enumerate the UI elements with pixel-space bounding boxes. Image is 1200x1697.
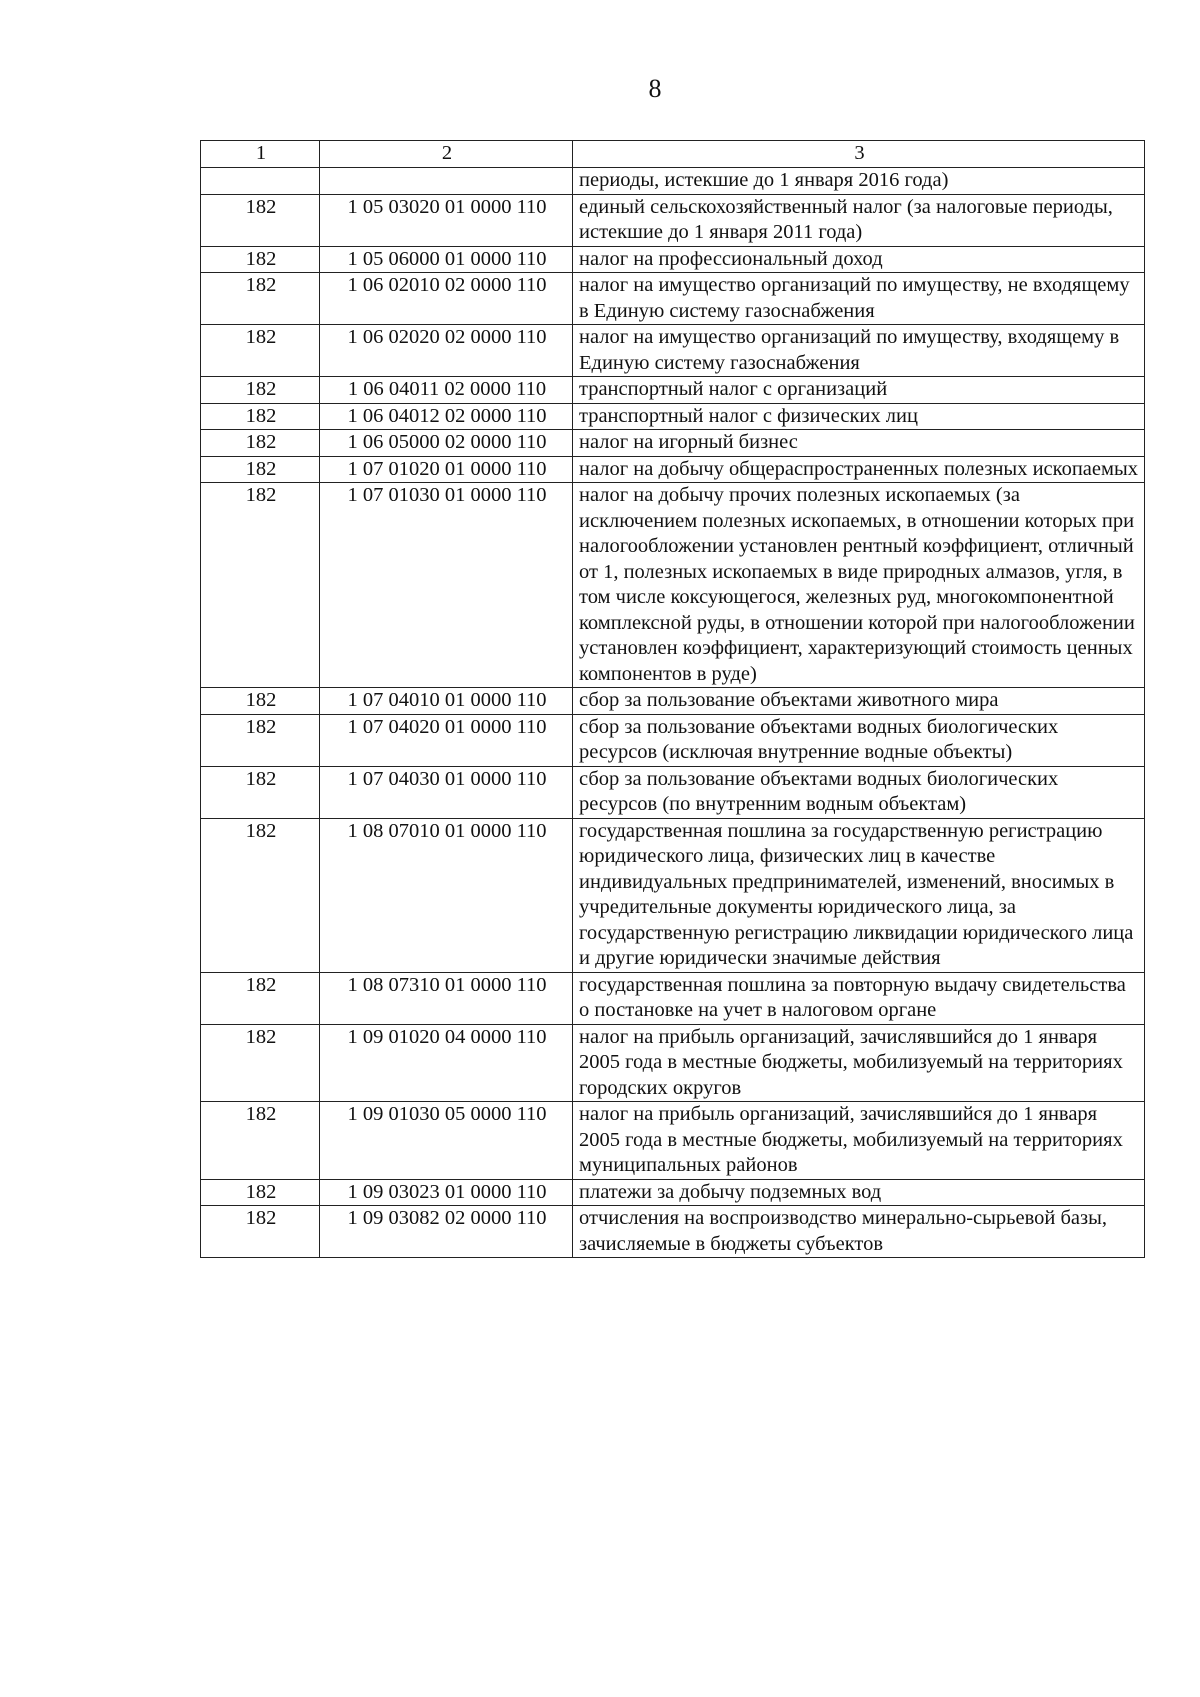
column-header-2: 2 bbox=[320, 141, 573, 168]
revenue-name-cell: сбор за пользование объектами водных биологических ресурсов (по внутренним водным объектам) bbox=[573, 766, 1145, 818]
budget-code-cell: 1 07 04010 01 0000 110 bbox=[320, 688, 573, 715]
table-body bbox=[201, 168, 1145, 1258]
table-row bbox=[201, 246, 1145, 273]
admin-code-cell: 182 bbox=[201, 377, 320, 404]
table-row bbox=[201, 430, 1145, 457]
table-row bbox=[201, 688, 1145, 715]
budget-code-cell: 1 05 06000 01 0000 110 bbox=[320, 246, 573, 273]
table-row bbox=[201, 766, 1145, 818]
revenue-name-cell: транспортный налог с физических лиц bbox=[573, 403, 1145, 430]
budget-code-cell: 1 06 04012 02 0000 110 bbox=[320, 403, 573, 430]
admin-code-cell: 182 bbox=[201, 714, 320, 766]
admin-code-cell: 182 bbox=[201, 194, 320, 246]
revenue-name-cell: сбор за пользование объектами животного мира bbox=[573, 688, 1145, 715]
budget-code-cell: 1 07 01030 01 0000 110 bbox=[320, 483, 573, 688]
table-row bbox=[201, 377, 1145, 404]
budget-code-cell: 1 07 04020 01 0000 110 bbox=[320, 714, 573, 766]
table-row bbox=[201, 456, 1145, 483]
table-row bbox=[201, 273, 1145, 325]
admin-code-cell: 182 bbox=[201, 1179, 320, 1206]
table-row bbox=[201, 1024, 1145, 1102]
revenue-name-cell: налог на профессиональный доход bbox=[573, 246, 1145, 273]
admin-code-cell: 182 bbox=[201, 972, 320, 1024]
column-header-3: 3 bbox=[573, 141, 1145, 168]
table-row bbox=[201, 483, 1145, 688]
revenue-name-cell: периоды, истекшие до 1 января 2016 года) bbox=[573, 168, 1145, 195]
revenue-name-cell: транспортный налог с организаций bbox=[573, 377, 1145, 404]
revenue-name-cell: налог на имущество организаций по имуществу, не входящему в Единую систему газоснабжения bbox=[573, 273, 1145, 325]
table-row bbox=[201, 1102, 1145, 1180]
revenue-name-cell: отчисления на воспроизводство минерально-сырьевой базы, зачисляемые в бюджеты субъектов bbox=[573, 1206, 1145, 1258]
admin-code-cell: 182 bbox=[201, 403, 320, 430]
revenue-name-cell: сбор за пользование объектами водных биологических ресурсов (исключая внутренние водные объекты) bbox=[573, 714, 1145, 766]
table-row bbox=[201, 403, 1145, 430]
table-row bbox=[201, 1179, 1145, 1206]
table-header-row bbox=[201, 141, 1145, 168]
table-row bbox=[201, 325, 1145, 377]
budget-code-cell: 1 09 03023 01 0000 110 bbox=[320, 1179, 573, 1206]
budget-code-cell bbox=[320, 168, 573, 195]
admin-code-cell: 182 bbox=[201, 430, 320, 457]
admin-code-cell: 182 bbox=[201, 688, 320, 715]
page-number: 8 bbox=[648, 74, 662, 103]
admin-code-cell: 182 bbox=[201, 483, 320, 688]
budget-code-cell: 1 09 01030 05 0000 110 bbox=[320, 1102, 573, 1180]
admin-code-cell: 182 bbox=[201, 1206, 320, 1258]
revenue-name-cell: платежи за добычу подземных вод bbox=[573, 1179, 1145, 1206]
admin-code-cell: 182 bbox=[201, 1024, 320, 1102]
budget-code-cell: 1 09 01020 04 0000 110 bbox=[320, 1024, 573, 1102]
budget-code-cell: 1 06 02010 02 0000 110 bbox=[320, 273, 573, 325]
admin-code-cell: 182 bbox=[201, 766, 320, 818]
table-row bbox=[201, 972, 1145, 1024]
admin-code-cell: 182 bbox=[201, 246, 320, 273]
revenue-name-cell: государственная пошлина за государственную регистрацию юридического лица, физических лиц в качестве индивидуальных предпринимателей, изменений, вносимых в учредительные документы юридического лица, за государственную регистрацию ликвидации юридического лица и другие юридически значимые действия bbox=[573, 818, 1145, 972]
revenue-name-cell: налог на прибыль организаций, зачислявшийся до 1 января 2005 года в местные бюджеты, мобилизуемый на территориях городских округов bbox=[573, 1024, 1145, 1102]
revenue-name-cell: налог на добычу общераспространенных полезных ископаемых bbox=[573, 456, 1145, 483]
table-row bbox=[201, 818, 1145, 972]
revenue-codes-table bbox=[200, 140, 1145, 1258]
admin-code-cell: 182 bbox=[201, 273, 320, 325]
budget-code-cell: 1 07 01020 01 0000 110 bbox=[320, 456, 573, 483]
budget-code-cell: 1 08 07010 01 0000 110 bbox=[320, 818, 573, 972]
admin-code-cell: 182 bbox=[201, 1102, 320, 1180]
admin-code-cell: 182 bbox=[201, 818, 320, 972]
budget-code-cell: 1 06 04011 02 0000 110 bbox=[320, 377, 573, 404]
budget-code-cell: 1 08 07310 01 0000 110 bbox=[320, 972, 573, 1024]
budget-code-cell: 1 07 04030 01 0000 110 bbox=[320, 766, 573, 818]
column-header-1: 1 bbox=[201, 141, 320, 168]
revenue-name-cell: налог на добычу прочих полезных ископаемых (за исключением полезных ископаемых, в отношении которых при налогообложении установлен рентный коэффициент, отличный от 1, полезных ископаемых в виде природных алмазов, угля, в том числе коксующегося, железных руд, многокомпонентной комплексной руды, в отношении которой при налогообложении установлен коэффициент, характеризующий стоимость ценных компонентов в руде) bbox=[573, 483, 1145, 688]
admin-code-cell: 182 bbox=[201, 456, 320, 483]
revenue-name-cell: единый сельскохозяйственный налог (за налоговые периоды, истекшие до 1 января 2011 года) bbox=[573, 194, 1145, 246]
revenue-name-cell: налог на имущество организаций по имуществу, входящему в Единую систему газоснабжения bbox=[573, 325, 1145, 377]
revenue-name-cell: налог на игорный бизнес bbox=[573, 430, 1145, 457]
budget-code-cell: 1 05 03020 01 0000 110 bbox=[320, 194, 573, 246]
revenue-name-cell: государственная пошлина за повторную выдачу свидетельства о постановке на учет в налоговом органе bbox=[573, 972, 1145, 1024]
revenue-name-cell: налог на прибыль организаций, зачислявшийся до 1 января 2005 года в местные бюджеты, мобилизуемый на территориях муниципальных районов bbox=[573, 1102, 1145, 1180]
budget-code-cell: 1 09 03082 02 0000 110 bbox=[320, 1206, 573, 1258]
table-row bbox=[201, 168, 1145, 195]
budget-code-cell: 1 06 02020 02 0000 110 bbox=[320, 325, 573, 377]
admin-code-cell bbox=[201, 168, 320, 195]
table-row bbox=[201, 1206, 1145, 1258]
budget-code-cell: 1 06 05000 02 0000 110 bbox=[320, 430, 573, 457]
table-row bbox=[201, 714, 1145, 766]
admin-code-cell: 182 bbox=[201, 325, 320, 377]
table-row bbox=[201, 194, 1145, 246]
